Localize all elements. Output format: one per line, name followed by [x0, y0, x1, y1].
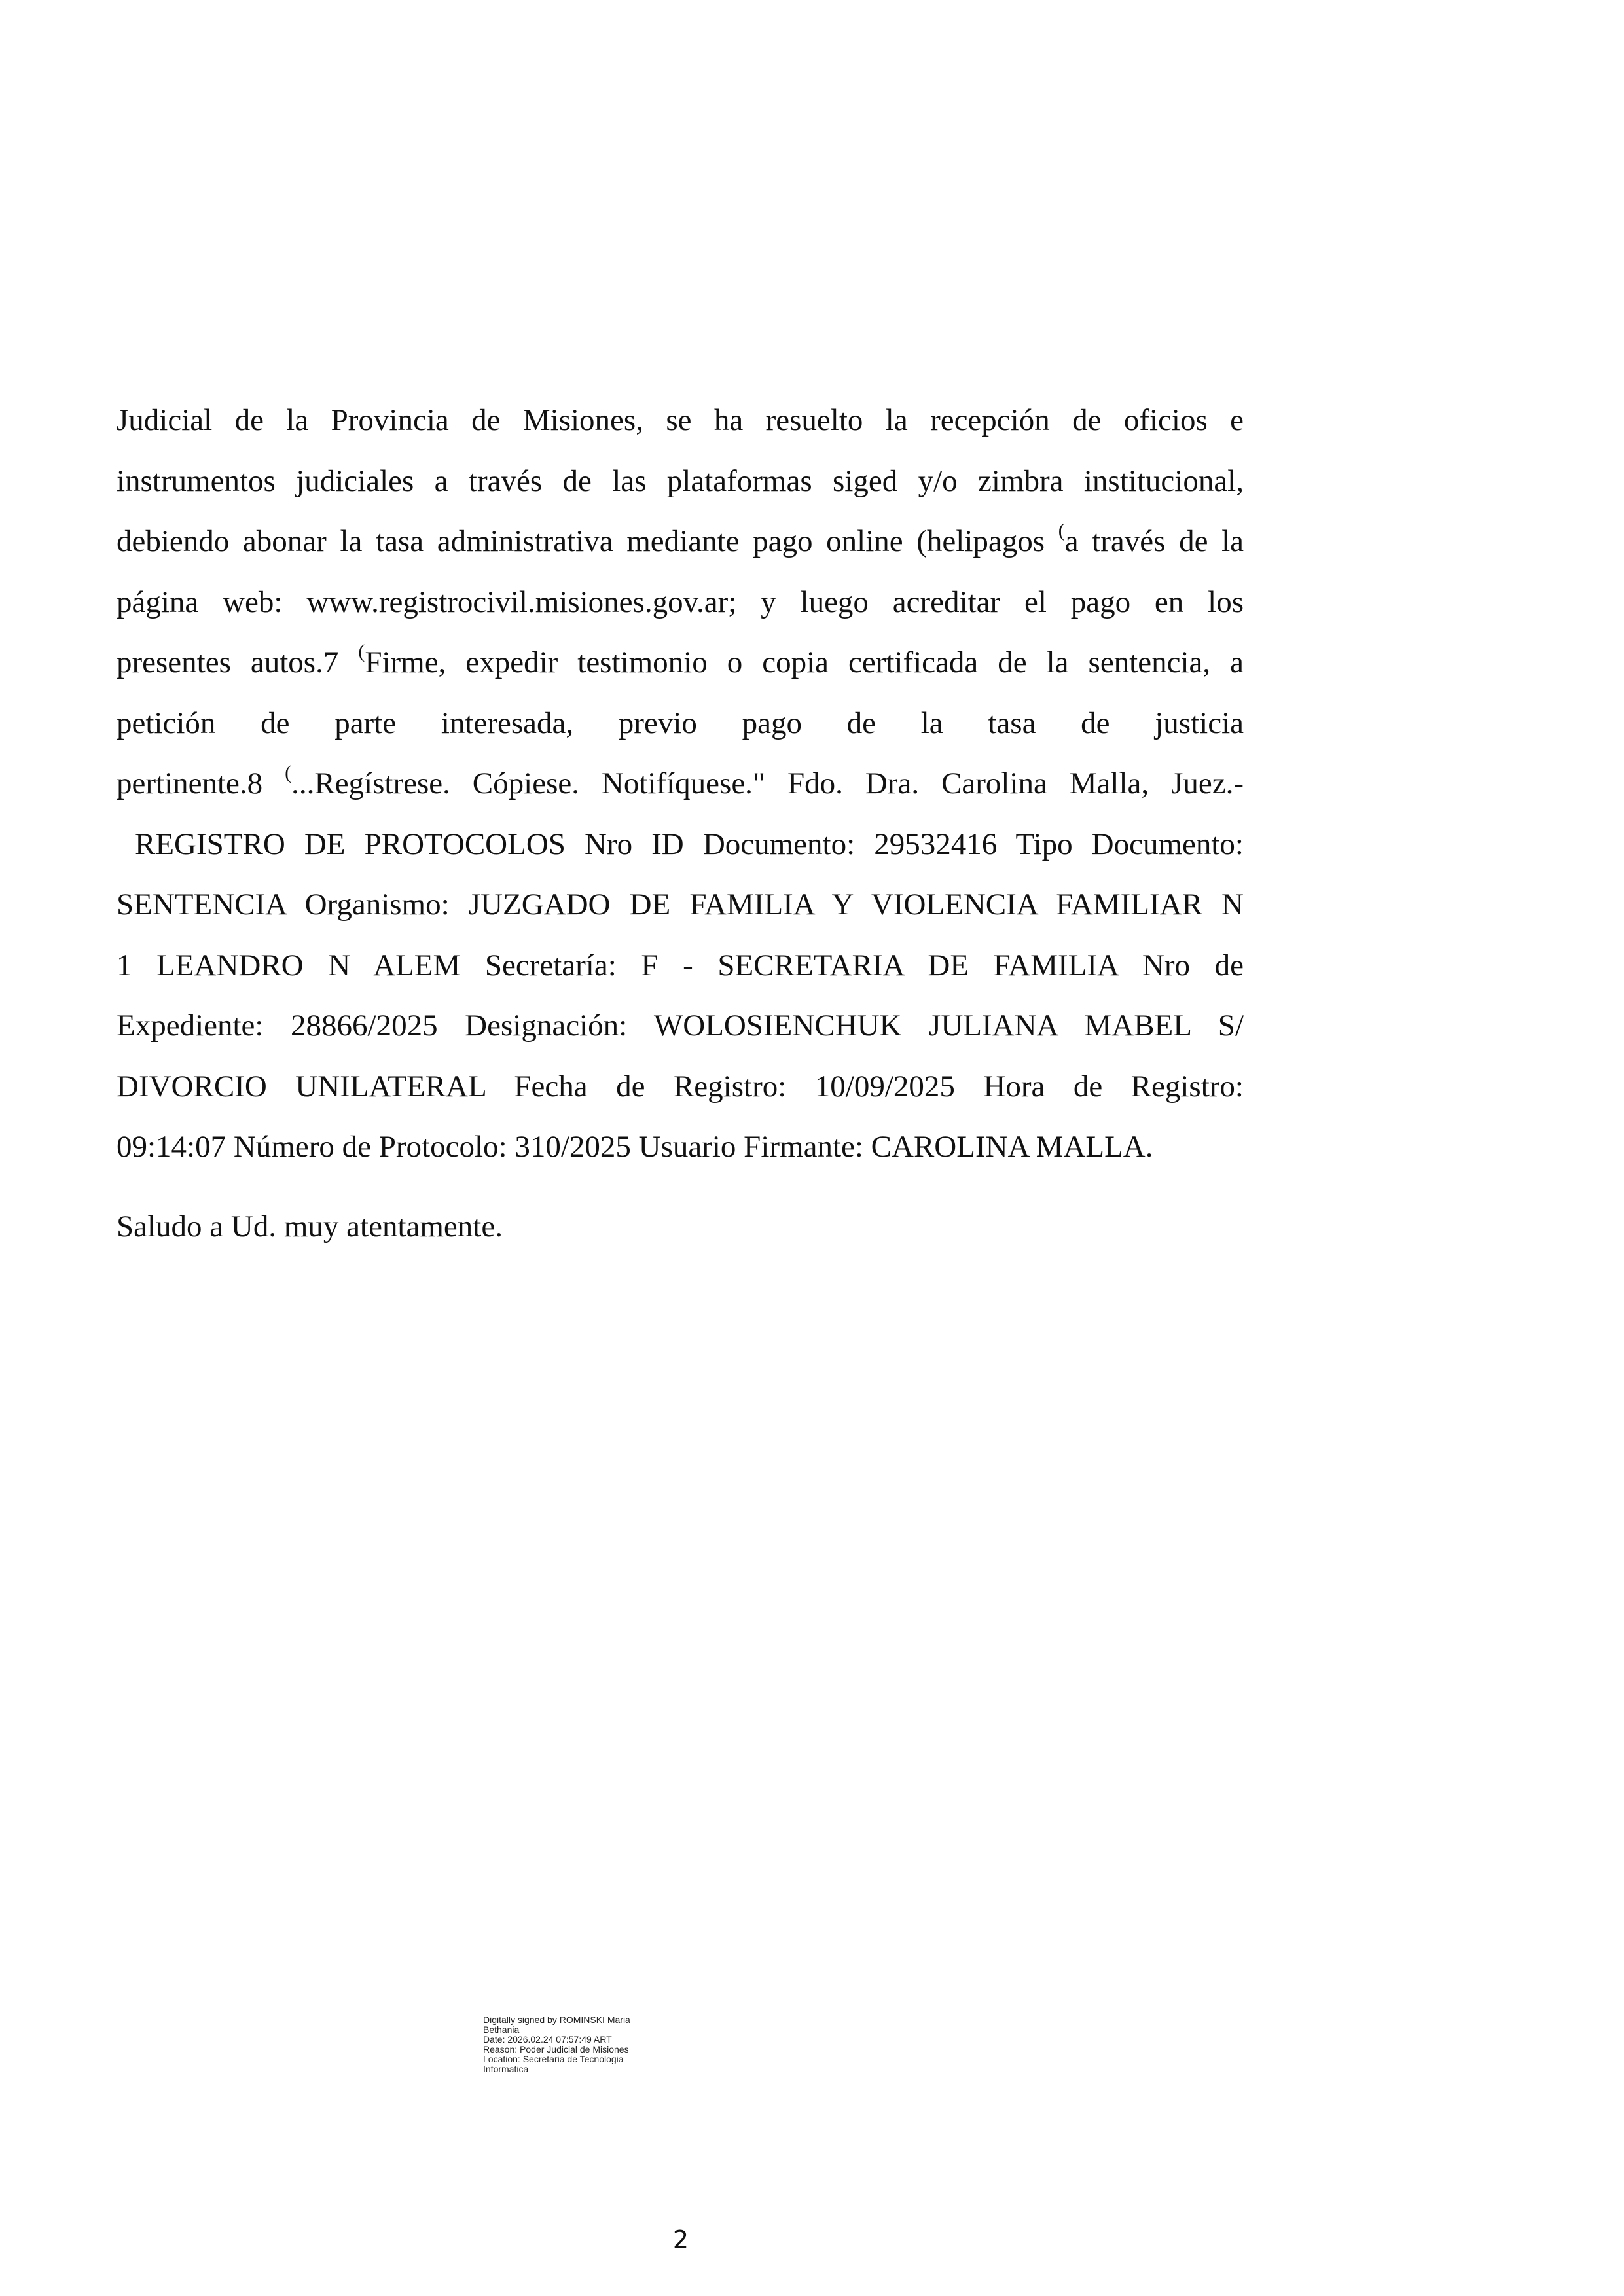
- body-line: Expediente: 28866/2025 Designación: WOLOSIENCHUK JULIANA MABEL S/: [117, 1009, 1244, 1043]
- body-line: REGISTRO DE PROTOCOLOS Nro ID Documento: 29532416 Tipo Documento:: [135, 827, 1244, 861]
- signature-line: Bethania: [483, 2024, 520, 2035]
- body-line: instrumentos judiciales a través de las plataformas siged y/o zimbra institucional,: [117, 463, 1244, 498]
- body-line: SENTENCIA Organismo: JUZGADO DE FAMILIA Y VIOLENCIA FAMILIAR N: [117, 888, 1244, 922]
- closing-salutation: Saludo a Ud. muy atentamente.: [117, 1210, 503, 1244]
- body-text-segment: Firme, expedir testimonio o copia certificada de la sentencia, a: [365, 645, 1244, 679]
- body-line: página web: www.registrocivil.misiones.gov.ar; y luego acreditar el pago en los: [117, 584, 1244, 619]
- page-number: 2: [672, 2225, 689, 2254]
- superscript-mark: (: [1058, 520, 1065, 541]
- superscript-mark: (: [358, 641, 365, 662]
- superscript-mark: (: [285, 762, 292, 783]
- body-line: [117, 511, 1244, 572]
- digital-signature-block: [483, 2015, 706, 2074]
- signature-line: Date: 2026.02.24 07:57:49 ART: [483, 2034, 612, 2045]
- body-line: [117, 753, 1244, 814]
- body-line: 09:14:07 Número de Protocolo: 310/2025 Usuario Firmante: CAROLINA MALLA.: [117, 1130, 1153, 1164]
- body-line: Judicial de la Provincia de Misiones, se ha resuelto la recepción de oficios e: [117, 403, 1244, 437]
- signature-line: Digitally signed by ROMINSKI Maria: [483, 2015, 630, 2025]
- signature-line: Reason: Poder Judicial de Misiones: [483, 2044, 629, 2054]
- signature-line: Location: Secretaria de Tecnologia: [483, 2054, 624, 2064]
- signature-line: Informatica: [483, 2064, 529, 2074]
- body-text-segment: ...Regístrese. Cópiese. Notifíquese." Fdo. Dra. Carolina Malla, Juez.-: [291, 766, 1244, 800]
- body-line: [117, 632, 1244, 693]
- body-text-segment: presentes autos.7: [117, 645, 359, 679]
- body-line: 1 LEANDRO N ALEM Secretaría: F - SECRETARIA DE FAMILIA Nro de: [117, 948, 1244, 982]
- body-paragraph: [117, 390, 1244, 1177]
- body-text-segment: debiendo abonar la tasa administrativa mediante pago online (helipagos: [117, 524, 1058, 558]
- body-line: petición de parte interesada, previo pago de la tasa de justicia: [117, 706, 1244, 740]
- body-text-segment: pertinente.8: [117, 766, 285, 800]
- body-text-segment: a través de la: [1064, 524, 1244, 558]
- body-line: DIVORCIO UNILATERAL Fecha de Registro: 10/09/2025 Hora de Registro:: [117, 1069, 1244, 1103]
